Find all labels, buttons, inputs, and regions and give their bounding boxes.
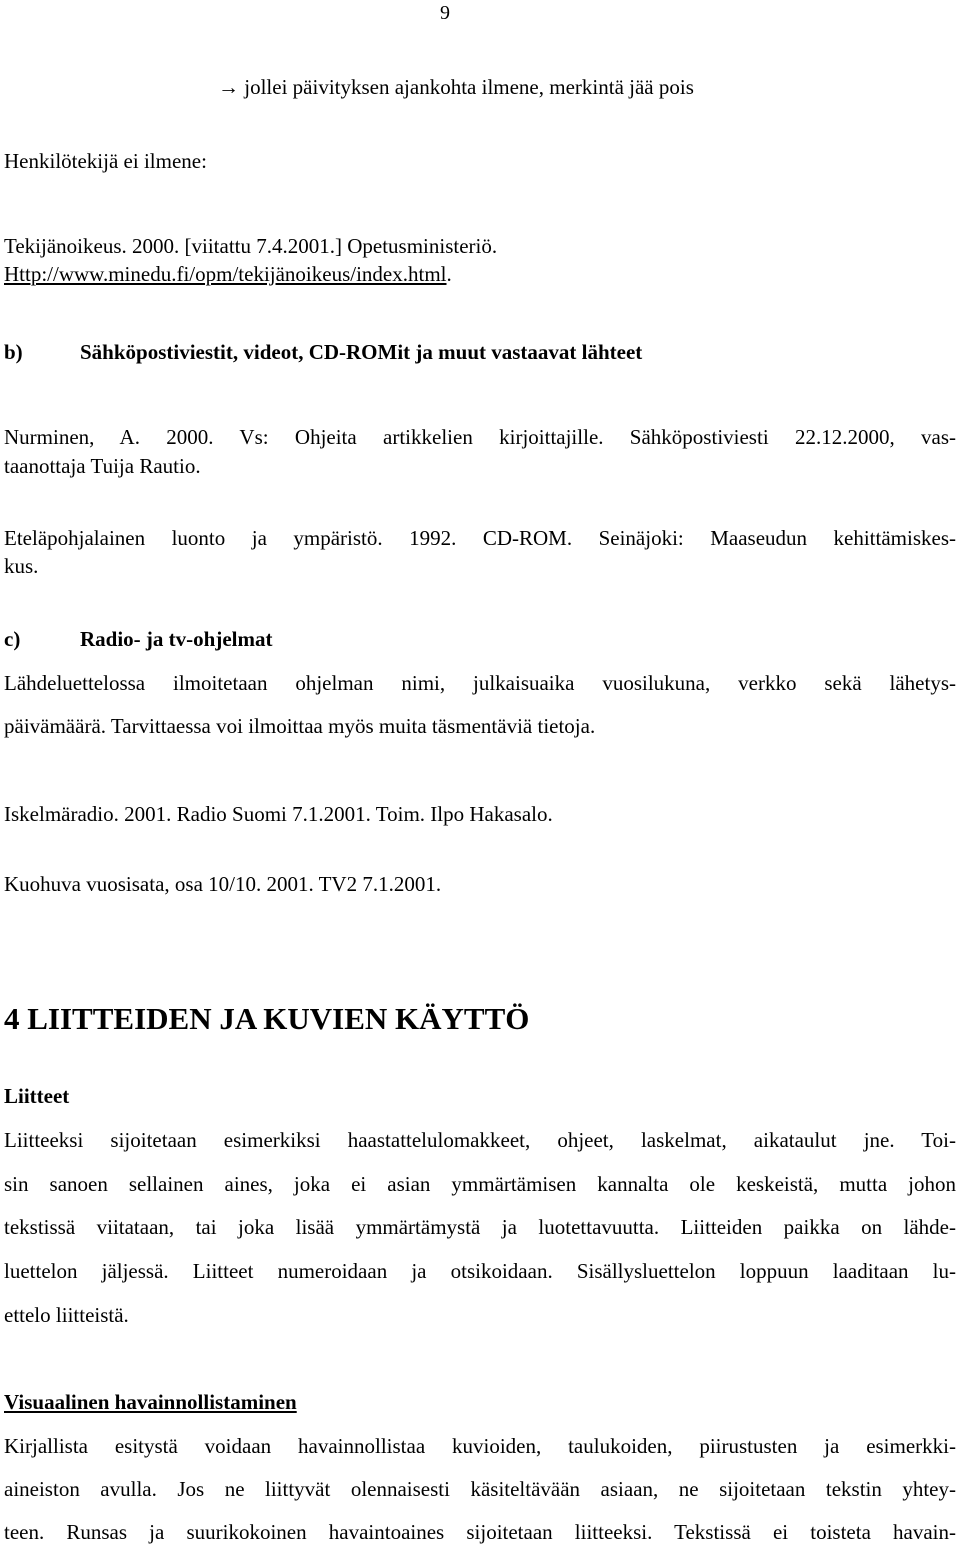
- paragraph-line: teen. Runsas ja suurikokoinen havaintoaines sijoitetaan liitteeksi. Tekstissä ei toisteta havain-: [4, 1520, 956, 1544]
- paragraph-line: Lähdeluettelossa ilmoitetaan ohjelman nimi, julkaisuaika vuosilukuna, verkko sekä lähetys-: [4, 671, 956, 695]
- page-number: 9: [440, 2, 450, 24]
- section-c-title: Radio- ja tv-ohjelmat: [80, 627, 273, 651]
- paragraph-line: Liitteeksi sijoitetaan esimerkiksi haastattelulomakkeet, ohjeet, laskelmat, aikataulut jne. Toi-: [4, 1128, 956, 1152]
- reference-line: kus.: [4, 554, 39, 578]
- reference-url-link[interactable]: Http://www.minedu.fi/opm/tekijänoikeus/index.html: [4, 262, 447, 286]
- section-b-marker: b): [4, 340, 23, 364]
- paragraph-line: Kirjallista esitystä voidaan havainnollistaa kuvioiden, taulukoiden, piirustusten ja esimerkki-: [4, 1434, 956, 1458]
- paragraph-line: päivämäärä. Tarvittaessa voi ilmoittaa myös muita täsmentäviä tietoja.: [4, 714, 596, 738]
- paragraph-line: tekstissä viitataan, tai joka lisää ymmärtämystä ja luotettavuutta. Liitteiden paikka on lähde-: [4, 1215, 956, 1239]
- reference-line: Eteläpohjalainen luonto ja ympäristö. 1992. CD-ROM. Seinäjoki: Maaseudun kehittämiskes-: [4, 526, 956, 550]
- paragraph-line: ettelo liitteistä.: [4, 1303, 129, 1327]
- reference-line: Tekijänoikeus. 2000. [viitattu 7.4.2001.] Opetusministeriö.: [4, 234, 498, 258]
- section-c-marker: c): [4, 627, 21, 651]
- reference-url-line: [4, 264, 452, 285]
- paragraph-line: sin sanoen sellainen aines, joka ei asian ymmärtämisen kannalta ole keskeistä, mutta johon: [4, 1172, 956, 1196]
- subheading-visuaalinen: Visuaalinen havainnollistaminen: [4, 1390, 297, 1414]
- reference-line: Iskelmäradio. 2001. Radio Suomi 7.1.2001. Toim. Ilpo Hakasalo.: [4, 802, 553, 826]
- reference-line: taanottaja Tuija Rautio.: [4, 454, 201, 478]
- paragraph-line: luettelon jäljessä. Liitteet numeroidaan ja otsikoidaan. Sisällysluettelon loppuun laaditaan lu-: [4, 1259, 956, 1283]
- paragraph-line: aineiston avulla. Jos ne liittyvät olennaisesti käsiteltävään asiaan, ne sijoitetaan tekstin yhtey-: [4, 1477, 956, 1501]
- chapter-heading: 4 LIITTEIDEN JA KUVIEN KÄYTTÖ: [4, 1001, 530, 1036]
- reference-url-period: .: [446, 262, 452, 286]
- subheading-liitteet: Liitteet: [4, 1084, 70, 1108]
- reference-line: Kuohuva vuosisata, osa 10/10. 2001. TV2 7.1.2001.: [4, 872, 442, 896]
- reference-line: Nurminen, A. 2000. Vs: Ohjeita artikkelien kirjoittajille. Sähköpostiviesti 22.12.2000, vas-: [4, 425, 956, 449]
- author-missing-label: Henkilötekijä ei ilmene:: [4, 149, 207, 173]
- section-b-title: Sähköpostiviestit, videot, CD-ROMit ja muut vastaavat lähteet: [80, 340, 643, 364]
- arrow-note: → jollei päivityksen ajankohta ilmene, merkintä jää pois: [218, 75, 694, 99]
